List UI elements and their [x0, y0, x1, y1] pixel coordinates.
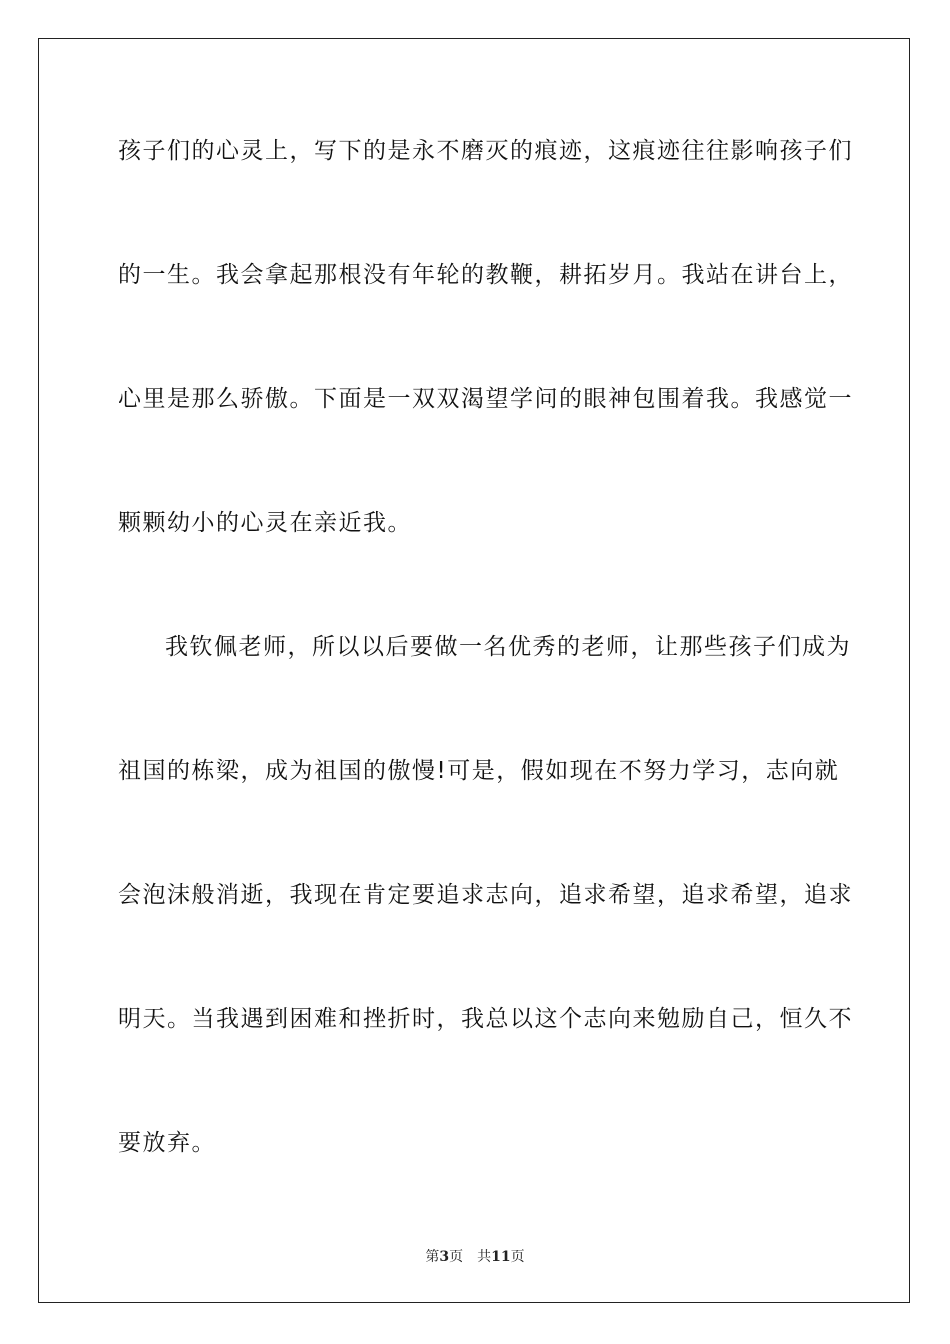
total-pages: 11	[491, 1249, 511, 1265]
page-border	[38, 38, 910, 1303]
page-footer	[0, 1246, 950, 1266]
paragraph-2-line-3: 会泡沫般消逝，我现在肯定要追求志向，追求希望，追求希望，追求	[118, 882, 853, 908]
paragraph-1-line-4: 颗颗幼小的心灵在亲近我。	[118, 510, 412, 536]
page-suffix: 页	[449, 1249, 464, 1265]
paragraph-2-line-1: 我钦佩老师，所以以后要做一名优秀的老师，让那些孩子们成为	[165, 634, 851, 660]
total-prefix: 共	[477, 1249, 492, 1265]
paragraph-1-line-2: 的一生。我会拿起那根没有年轮的教鞭，耕拓岁月。我站在讲台上，	[118, 262, 853, 288]
total-suffix: 页	[510, 1249, 525, 1265]
page-number: 3	[439, 1249, 450, 1265]
paragraph-2-line-2: 祖国的栋梁，成为祖国的傲慢!可是，假如现在不努力学习，志向就	[118, 758, 840, 784]
paragraph-2-line-4: 明天。当我遇到困难和挫折时，我总以这个志向来勉励自己，恒久不	[118, 1006, 853, 1032]
paragraph-2-line-5: 要放弃。	[118, 1130, 216, 1156]
paragraph-1-line-1: 孩子们的心灵上，写下的是永不磨灭的痕迹，这痕迹往往影响孩子们	[118, 138, 853, 164]
page-prefix: 第	[425, 1249, 440, 1265]
paragraph-1-line-3: 心里是那么骄傲。下面是一双双渴望学问的眼神包围着我。我感觉一	[118, 386, 853, 412]
